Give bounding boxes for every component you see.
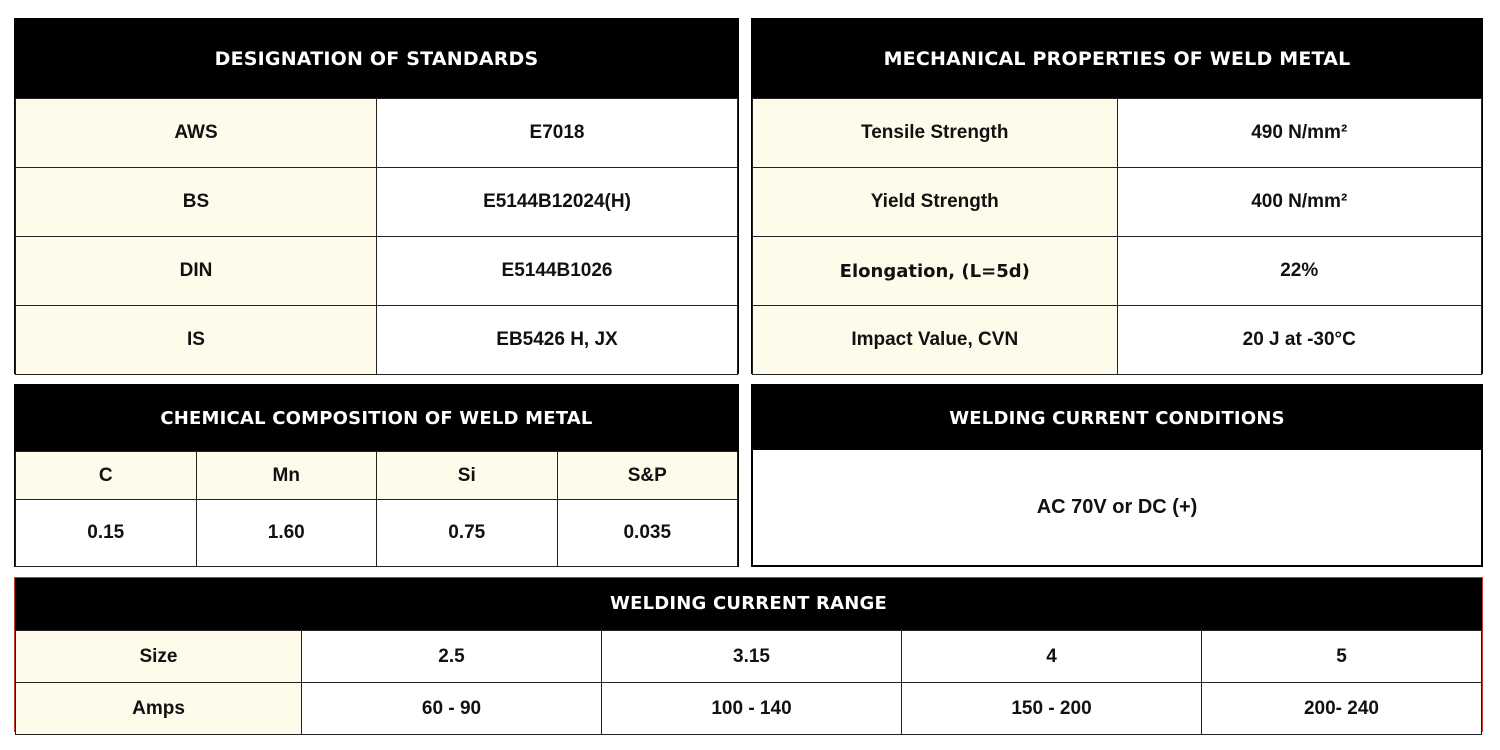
- standard-value-is: EB5426 H, JX: [377, 306, 738, 375]
- designation-table: [15, 98, 738, 375]
- standard-value-bs: E5144B12024(H): [377, 168, 738, 237]
- standard-label-aws: AWS: [16, 99, 377, 168]
- property-label-elongation: Elongation, (L=5d): [753, 237, 1118, 306]
- welding-current-conditions-panel: [751, 384, 1483, 567]
- amps-label: Amps: [16, 683, 302, 735]
- standard-value-din: E5144B1026: [377, 237, 738, 306]
- size-value: 4: [902, 631, 1202, 683]
- property-value-tensile: 490 N/mm²: [1117, 99, 1482, 168]
- amps-value: 150 - 200: [902, 683, 1202, 735]
- element-header-si: Si: [377, 452, 558, 500]
- table-row: [753, 168, 1482, 237]
- mechanical-table: [752, 98, 1482, 375]
- table-row: [16, 306, 738, 375]
- standard-value-aws: E7018: [377, 99, 738, 168]
- element-header-c: C: [16, 452, 197, 500]
- size-value: 5: [1202, 631, 1482, 683]
- standard-label-din: DIN: [16, 237, 377, 306]
- amps-value: 60 - 90: [302, 683, 602, 735]
- table-row: [16, 452, 738, 500]
- designation-title: DESIGNATION OF STANDARDS: [15, 19, 738, 98]
- table-row: [753, 99, 1482, 168]
- chemical-table: [15, 451, 738, 567]
- property-value-elongation: 22%: [1117, 237, 1482, 306]
- element-header-sp: S&P: [557, 452, 738, 500]
- table-row: [753, 306, 1482, 375]
- property-label-impact: Impact Value, CVN: [753, 306, 1118, 375]
- element-header-mn: Mn: [196, 452, 377, 500]
- amps-value: 200- 240: [1202, 683, 1482, 735]
- size-label: Size: [16, 631, 302, 683]
- mechanical-title: MECHANICAL PROPERTIES OF WELD METAL: [752, 19, 1482, 98]
- table-row: [16, 237, 738, 306]
- table-row: [16, 683, 1482, 735]
- welding-current-range-panel: [14, 577, 1483, 732]
- table-row: [753, 237, 1482, 306]
- table-row: [16, 168, 738, 237]
- conditions-text: AC 70V or DC (+): [1036, 496, 1198, 518]
- table-row: [16, 500, 738, 567]
- standard-label-is: IS: [16, 306, 377, 375]
- designation-of-standards-panel: [14, 18, 739, 374]
- element-value-sp: 0.035: [557, 500, 738, 567]
- element-value-c: 0.15: [16, 500, 197, 567]
- amps-value: 100 - 140: [602, 683, 902, 735]
- size-value: 2.5: [302, 631, 602, 683]
- table-row: [16, 631, 1482, 683]
- chemical-title: CHEMICAL COMPOSITION OF WELD METAL: [15, 385, 738, 451]
- property-label-yield: Yield Strength: [753, 168, 1118, 237]
- property-label-tensile: Tensile Strength: [753, 99, 1118, 168]
- table-row: [16, 99, 738, 168]
- range-table: [15, 630, 1482, 735]
- mechanical-properties-panel: [751, 18, 1483, 374]
- size-value: 3.15: [602, 631, 902, 683]
- element-value-mn: 1.60: [196, 500, 377, 567]
- chemical-composition-panel: [14, 384, 739, 567]
- property-value-impact: 20 J at -30°C: [1117, 306, 1482, 375]
- element-value-si: 0.75: [377, 500, 558, 567]
- standard-label-bs: BS: [16, 168, 377, 237]
- range-title: WELDING CURRENT RANGE: [15, 578, 1482, 630]
- conditions-title: WELDING CURRENT CONDITIONS: [753, 386, 1481, 450]
- property-value-yield: 400 N/mm²: [1117, 168, 1482, 237]
